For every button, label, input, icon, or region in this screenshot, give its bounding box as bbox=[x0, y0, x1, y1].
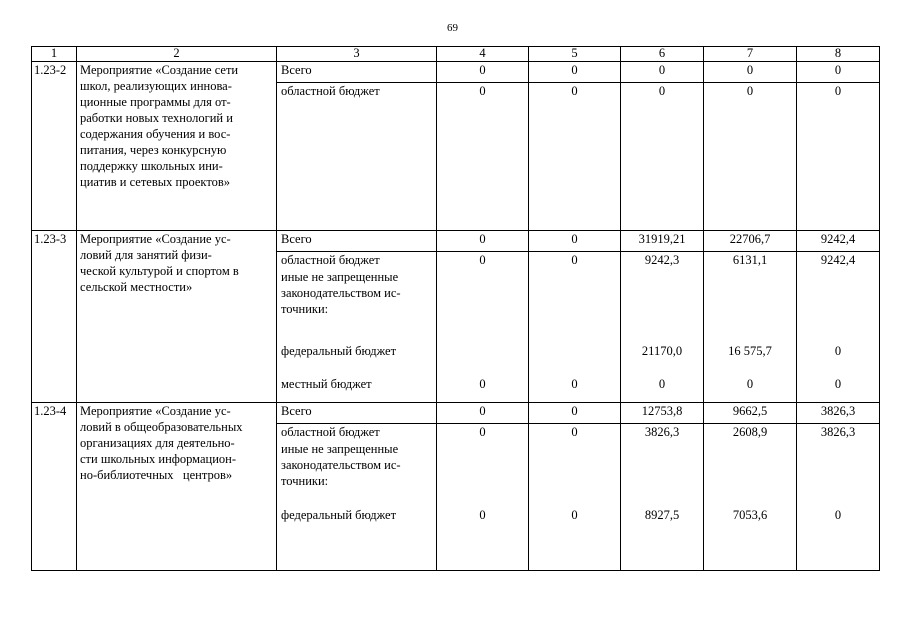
value-cell: 22706,7 bbox=[704, 231, 797, 252]
value-cell: 7053,6 bbox=[704, 507, 797, 571]
value-cell: 0 bbox=[704, 376, 797, 403]
measure-name: Мероприятие «Создание сети школ, реализующих иннова- ционные программы для от- работки новых технологий и содержания обучения и вос- питания, через конкурсную поддержку школьных ини- циатив и сетевых проектов» bbox=[77, 62, 277, 231]
value-cell: 0 bbox=[529, 231, 621, 252]
column-header: 6 bbox=[621, 47, 704, 62]
value-cell: 31919,21 bbox=[621, 231, 704, 252]
column-header: 2 bbox=[77, 47, 277, 62]
value-cell: 21170,0 bbox=[621, 343, 704, 376]
column-header: 5 bbox=[529, 47, 621, 62]
value-cell: 9242,4 bbox=[797, 252, 880, 269]
value-cell: 0 bbox=[437, 231, 529, 252]
value-cell: 0 bbox=[437, 403, 529, 424]
value-cell: 0 bbox=[437, 376, 529, 403]
value-cell: 9662,5 bbox=[704, 403, 797, 424]
table-row bbox=[32, 403, 880, 424]
funding-source: Всего bbox=[277, 231, 437, 252]
table-row bbox=[32, 62, 880, 83]
value-cell: 0 bbox=[797, 62, 880, 83]
value-cell: 0 bbox=[529, 507, 621, 571]
value-cell: 0 bbox=[621, 83, 704, 231]
value-cell: 2608,9 bbox=[704, 424, 797, 441]
column-header: 1 bbox=[32, 47, 77, 62]
value-cell: 0 bbox=[704, 83, 797, 231]
budget-table bbox=[31, 46, 880, 571]
value-cell: 0 bbox=[437, 424, 529, 441]
measure-id: 1.23-3 bbox=[32, 231, 77, 403]
value-cell: 3826,3 bbox=[621, 424, 704, 441]
funding-source: федеральный бюджет bbox=[277, 507, 437, 571]
value-cell: 3826,3 bbox=[797, 424, 880, 441]
value-cell: 0 bbox=[704, 62, 797, 83]
table-row bbox=[32, 231, 880, 252]
funding-source-other: иные не запрещенные законодательством ис- точники: bbox=[277, 441, 437, 507]
value-cell: 0 bbox=[437, 83, 529, 231]
value-cell: 0 bbox=[621, 376, 704, 403]
value-cell: 0 bbox=[529, 252, 621, 269]
header-row bbox=[32, 47, 880, 62]
value-cell: 9242,4 bbox=[797, 231, 880, 252]
column-header: 8 bbox=[797, 47, 880, 62]
value-cell: 0 bbox=[437, 62, 529, 83]
measure-name: Мероприятие «Создание ус- ловий в общеобразовательных организациях для деятельно- сти школьных информацион- но-библиотечных центров» bbox=[77, 403, 277, 571]
value-cell: 0 bbox=[797, 376, 880, 403]
funding-source: Всего bbox=[277, 62, 437, 83]
funding-source: областной бюджет bbox=[277, 252, 437, 269]
value-cell: 0 bbox=[529, 62, 621, 83]
funding-source: местный бюджет bbox=[277, 376, 437, 403]
value-cell: 0 bbox=[437, 252, 529, 269]
value-cell: 0 bbox=[529, 83, 621, 231]
value-cell: 9242,3 bbox=[621, 252, 704, 269]
funding-source: областной бюджет bbox=[277, 83, 437, 231]
value-cell: 0 bbox=[797, 83, 880, 231]
funding-source: федеральный бюджет bbox=[277, 343, 437, 376]
value-cell: 16 575,7 bbox=[704, 343, 797, 376]
value-cell: 8927,5 bbox=[621, 507, 704, 571]
value-cell: 0 bbox=[621, 62, 704, 83]
page-number: 69 bbox=[447, 22, 458, 34]
value-cell: 0 bbox=[797, 507, 880, 571]
column-header: 4 bbox=[437, 47, 529, 62]
value-cell: 0 bbox=[437, 507, 529, 571]
value-cell: 0 bbox=[797, 343, 880, 376]
measure-id: 1.23-2 bbox=[32, 62, 77, 231]
value-cell: 12753,8 bbox=[621, 403, 704, 424]
funding-source-other: иные не запрещенные законодательством ис- точники: bbox=[277, 269, 437, 343]
measure-name: Мероприятие «Создание ус- ловий для занятий физи- ческой культурой и спортом в сельской местности» bbox=[77, 231, 277, 403]
funding-source: областной бюджет bbox=[277, 424, 437, 441]
measure-id: 1.23-4 bbox=[32, 403, 77, 571]
value-cell: 0 bbox=[529, 376, 621, 403]
funding-source: Всего bbox=[277, 403, 437, 424]
value-cell: 3826,3 bbox=[797, 403, 880, 424]
value-cell: 0 bbox=[529, 403, 621, 424]
value-cell: 0 bbox=[529, 424, 621, 441]
value-cell: 6131,1 bbox=[704, 252, 797, 269]
column-header: 7 bbox=[704, 47, 797, 62]
column-header: 3 bbox=[277, 47, 437, 62]
